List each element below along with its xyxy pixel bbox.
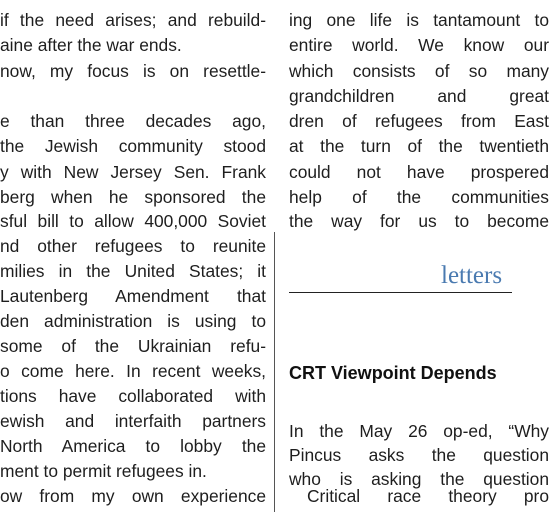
body-text-line: nd other refugees to reunite bbox=[0, 236, 266, 256]
right-column bbox=[289, 0, 549, 512]
letter-text-line: Pincus asks the question bbox=[289, 445, 549, 465]
body-text-line: which consists of so many bbox=[289, 61, 549, 81]
section-divider bbox=[289, 292, 512, 293]
body-text-line: at the turn of the twentieth bbox=[289, 136, 549, 156]
column-divider bbox=[274, 232, 275, 512]
body-text-line: o come here. In recent weeks, bbox=[0, 361, 266, 381]
letter-text-line: Critical race theory pro bbox=[307, 486, 549, 506]
body-text-line: ment to permit refugees in. bbox=[0, 461, 207, 481]
body-text-line: help of the communities bbox=[289, 187, 549, 207]
body-text-line: den administration is using to bbox=[0, 311, 266, 331]
body-text-line: the way for us to become bbox=[289, 211, 549, 231]
body-text-line: aine after the war ends. bbox=[0, 35, 182, 55]
letter-text-line: In the May 26 op-ed, “Why bbox=[289, 421, 549, 441]
body-text-line: ing one life is tantamount to bbox=[289, 10, 549, 30]
letter-headline: CRT Viewpoint Depends bbox=[289, 363, 497, 383]
body-text-line: if the need arises; and rebuild- bbox=[0, 10, 266, 30]
left-column bbox=[0, 0, 268, 512]
body-text-line: y with New Jersey Sen. Frank bbox=[0, 162, 266, 182]
body-text-line: North America to lobby the bbox=[0, 436, 266, 456]
body-text-line: Lautenberg Amendment that bbox=[0, 286, 266, 306]
body-text-line: could not have prospered bbox=[289, 162, 549, 182]
body-text-line: some of the Ukrainian refu- bbox=[0, 336, 266, 356]
body-text-line: dren of refugees from East bbox=[289, 111, 549, 131]
body-text-line: entire world. We know our bbox=[289, 35, 549, 55]
letter-text-line: who is asking the question bbox=[289, 469, 549, 489]
body-text-line: ewish and interfaith partners bbox=[0, 411, 266, 431]
body-text-line: grandchildren and great bbox=[289, 86, 549, 106]
body-text-line: berg when he sponsored the bbox=[0, 187, 266, 207]
body-text-line: tions have collaborated with bbox=[0, 386, 266, 406]
body-text-line: sful bill to allow 400,000 Soviet bbox=[0, 211, 266, 231]
body-text-line: ow from my own experience bbox=[0, 486, 266, 506]
body-text-line: milies in the United States; it bbox=[0, 261, 266, 281]
body-text-line: now, my focus is on resettle- bbox=[0, 61, 266, 81]
section-label-letters: letters bbox=[441, 262, 503, 289]
body-text-line: e than three decades ago, bbox=[0, 111, 266, 131]
body-text-line: the Jewish community stood bbox=[0, 136, 266, 156]
